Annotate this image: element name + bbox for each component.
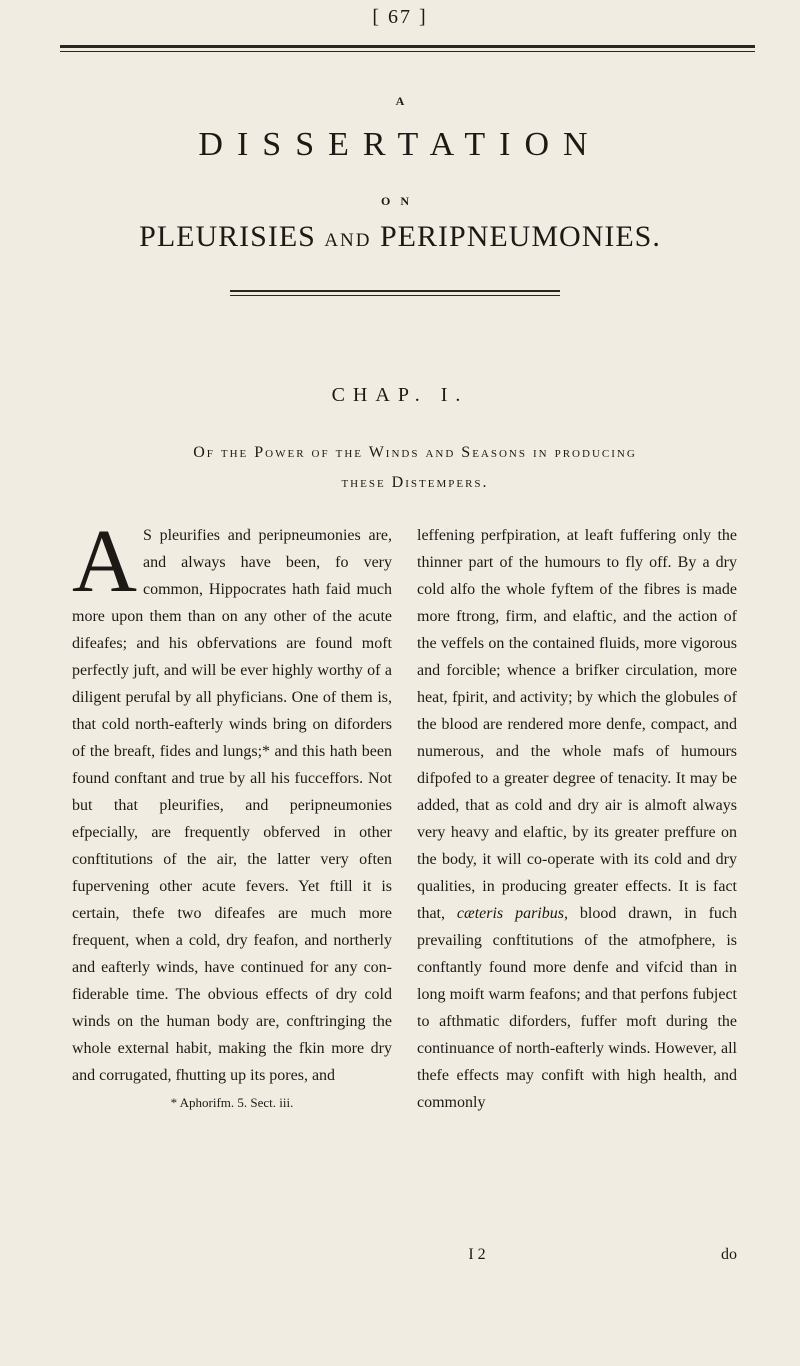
top-rule-thin: [60, 51, 755, 52]
catchword: do: [721, 1246, 737, 1263]
title-preposition: ON: [381, 194, 419, 208]
right-column: [417, 522, 737, 1116]
title-subject-part1: PLEURISIES: [139, 220, 316, 253]
drop-cap: A: [72, 512, 137, 611]
title-subject-part2: PERIPNEUMONIES.: [380, 220, 661, 253]
title-article: A: [395, 94, 405, 108]
chapter-title-line2: these Distempers.: [341, 474, 489, 491]
title-main: DISSERTATION: [198, 126, 602, 163]
right-column-text-a: leffening perfpiration, at leaft fuffering only the thinner part of the humours to fly off. By a dry cold alfo the whole fyftem of the fibres is made more ftrong, firm, and elaftic, and the action of the veffels on the contained fluids, more vigorous and forcible; whence a brifker circulation, more heat, fpirit, and activity; by which the globules of the blood are rendered more denfe, compact, and numerous, and the whole mafs of humours difpofed to a greater degree of tenacity. It may be added, that as cold and dry air is almoft always very heavy and elaftic, by its greater preffure on the body, it will co-operate with its cold and dry qualities, in producing greater effects. It is fact that,: [417, 527, 737, 922]
right-column-italic: cæteris paribus,: [445, 905, 568, 922]
page-number: [ 67 ]: [372, 6, 428, 28]
right-column-text-b: blood drawn, in fuch prevailing conftitutions of the atmofphere, is conftantly found more denfe and vifcid than in long moift warm feafons; and that perfons fubject to afthmatic diforders, fuffer moft during the continuance of north-eafterly winds. However, all thefe effects may confift with high health, and commonly: [417, 905, 737, 1111]
chapter-title: [70, 438, 760, 498]
chapter-title-line1: Of the Power of the Winds and Seasons in producing: [193, 444, 637, 461]
top-rule-thick: [60, 45, 755, 48]
left-column-text: S pleurifies and peripneumonies are, and always have been, fo very common, Hippocrates hath faid much more upon them than on any other of the acute difeafes; and his obfervations are found moft perfectly juft, and will be ever highly worthy of a diligent perufal by all phyficians. One of them is, that cold north-eafterly winds bring on diforders of the breaft, fides and lungs;* and this hath been found conftant and true by all his fucceffors. Not but that pleurifies, and peripneumonies efpecially, are frequently obferved in other conftitutions of the air, the latter very often fupervening other acute fevers. Yet ftill it is certain, thefe two difeafes are much more frequent, when a cold, dry feafon, and northerly and eafterly winds, have continued for any confiderable time. The obvious effects of dry cold winds on the human body are, conftringing the whole external habit, making the fkin more dry and corrugated, fhutting up its pores, and: [72, 527, 392, 1084]
footnote: * Aphorifm. 5. Sect. iii.: [170, 1095, 294, 1110]
ornamental-rule-thick: [230, 290, 560, 292]
signature-mark: I 2: [468, 1246, 486, 1263]
title-subject-conj: AND: [324, 230, 372, 251]
title-subject: [0, 220, 800, 254]
chapter-heading: CHAP. I.: [331, 384, 469, 406]
ornamental-rule-thin: [230, 295, 560, 296]
left-column: [72, 512, 392, 1116]
